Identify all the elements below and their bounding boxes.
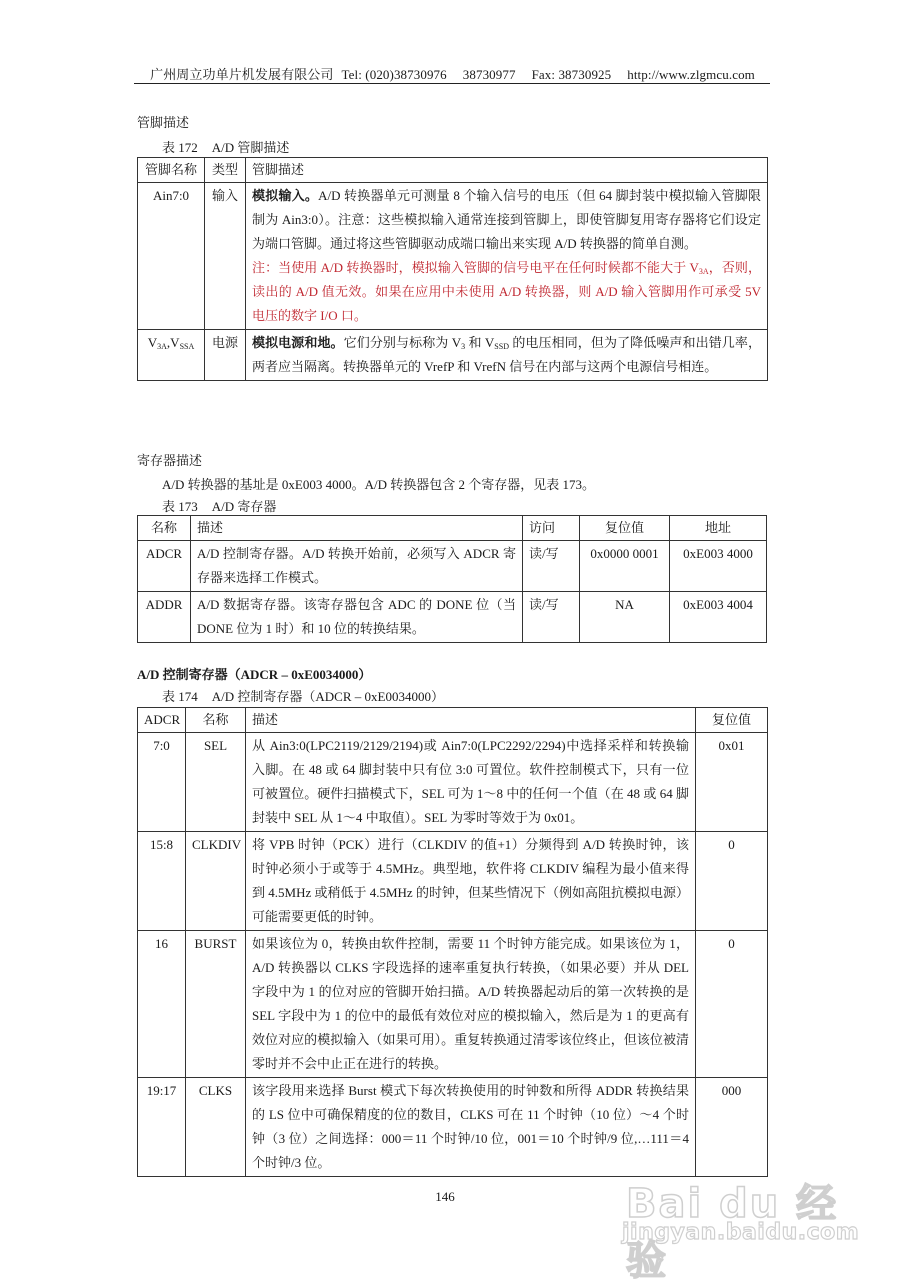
- field-reset-value: 0: [696, 832, 768, 931]
- field-reset-value: 0: [696, 931, 768, 1078]
- register-reset-value: 0x0000 0001: [580, 541, 670, 592]
- table-header-row: [138, 708, 768, 733]
- tel: Tel: (020)38730976: [341, 67, 447, 82]
- tel-2: 38730977: [462, 67, 516, 82]
- watermark-logo: Bai du 经验: [626, 1181, 839, 1284]
- column-header: 复位值: [696, 708, 768, 733]
- fax: Fax: 38730925: [531, 67, 612, 82]
- column-header: 名称: [186, 708, 246, 733]
- table-row: [138, 733, 768, 832]
- pin-name: $V_{3A},V_{SSA}$: [138, 330, 205, 381]
- register-address: 0xE003 4004: [670, 592, 767, 643]
- table-row: [138, 541, 767, 592]
- register-address: 0xE003 4000: [670, 541, 767, 592]
- column-header: 管脚名称: [138, 158, 205, 183]
- pin-type: 输入: [205, 183, 246, 330]
- column-header: 描述: [246, 708, 696, 733]
- register-description: A/D 数据寄存器。该寄存器包含 ADC 的 DONE 位（当 DONE 位为 1 时）和 10 位的转换结果。: [191, 592, 523, 643]
- table-row: [138, 1078, 768, 1177]
- column-header: 复位值: [580, 516, 670, 541]
- pin-description: 模拟电源和地。它们分别与标称为 $V_3$ 和 $V_{SSD}$ 的电压相同，但为了降低噪声和出错几率，两者应当隔离。转换器单元的 VrefP 和 VrefN 信号在内部与这两个电源信号相连。: [246, 330, 768, 381]
- bit-range: 19:17: [138, 1078, 186, 1177]
- table-row: [138, 330, 768, 381]
- field-name: CLKS: [186, 1078, 246, 1177]
- field-name: SEL: [186, 733, 246, 832]
- register-reset-value: NA: [580, 592, 670, 643]
- header-divider: [134, 83, 770, 84]
- website-url[interactable]: http://www.zlgmcu.com: [627, 67, 755, 82]
- column-header: 访问: [523, 516, 580, 541]
- register-name: ADCR: [138, 541, 191, 592]
- register-access: 读/写: [523, 541, 580, 592]
- bit-range: 15:8: [138, 832, 186, 931]
- table-172-caption: [162, 137, 289, 156]
- field-description: 该字段用来选择 Burst 模式下每次转换使用的时钟数和所得 ADDR 转换结果的 LS 位中可确保精度的位的数目，CLKS 可在 11 个时钟（10 位）～4 个时钟（3 位）之间选择：000＝11 个时钟/10 位，001＝10 个时钟/9 位,…111＝4 个时钟/3 位。: [246, 1078, 696, 1177]
- register-description: A/D 控制寄存器。A/D 转换开始前，必须写入 ADCR 寄存器来选择工作模式。: [191, 541, 523, 592]
- field-description: 将 VPB 时钟（PCK）进行（CLKDIV 的值+1）分频得到 A/D 转换时钟，该时钟必须小于或等于 4.5MHz。典型地，软件将 CLKDIV 编程为最小值来得到 4.5MHz 或稍低于 4.5MHz 的时钟，但某些情况下（例如高阻抗模拟电源）可能需要更低的时钟。: [246, 832, 696, 931]
- column-header: ADCR: [138, 708, 186, 733]
- warning-note: 注：当使用 A/D 转换器时，模拟输入管脚的信号电平在任何时候都不能大于 $V_{3A}$，否则，读出的 A/D 值无效。如果在应用中未使用 A/D 转换器，则 A/D 输入管脚用作可承受 5V 电压的数字 I/O 口。: [252, 260, 761, 323]
- register-intro-paragraph: A/D 转换器的基址是 0xE003 4000。A/D 转换器包含 2 个寄存器，见表 173。: [162, 477, 595, 492]
- table-173-caption: 表 173 A/D 寄存器: [162, 499, 277, 514]
- field-description: 如果该位为 0，转换由软件控制，需要 11 个时钟方能完成。如果该位为 1，A/D 转换器以 CLKS 字段选择的速率重复执行转换，（如果必要）并从 DEL 字段中为 1 的位对应的管脚开始扫描。A/D 转换器起动后的第一次转换的是 SEL 字段中为 1 的位中的最低有效位对应的模拟输入，然后是为 1 的更高有效位对应的模拟输入（如果可用）。重复转换通过清零该位终止，但该位被清零时并不会中止正在进行的转换。: [246, 931, 696, 1078]
- watermark-url: jingyan.baidu.com: [622, 1220, 860, 1245]
- baidu-watermark: [620, 1168, 860, 1284]
- field-name: BURST: [186, 931, 246, 1078]
- bit-range: 7:0: [138, 733, 186, 832]
- register-table: [137, 515, 767, 643]
- pin-description-table: [137, 157, 768, 381]
- pin-name: Ain7:0: [138, 183, 205, 330]
- column-header: 地址: [670, 516, 767, 541]
- column-header: 名称: [138, 516, 191, 541]
- table-174-caption: 表 174 A/D 控制寄存器（ADCR – 0xE0034000）: [162, 689, 444, 704]
- section-title-adcr: A/D 控制寄存器（ADCR – 0xE0034000）: [137, 667, 372, 682]
- adcr-bit-table: [137, 707, 768, 1177]
- caption-number: 表 172: [162, 140, 198, 155]
- table-row: [138, 183, 768, 330]
- section-title-pins: 管脚描述: [137, 115, 190, 130]
- register-name: ADDR: [138, 592, 191, 643]
- table-row: [138, 931, 768, 1078]
- table-header-row: [138, 158, 768, 183]
- pin-description: [246, 183, 768, 330]
- desc-body: A/D 转换器单元可测量 8 个输入信号的电压（但 64 脚封装中模拟输入管脚限制为 Ain3:0）。注意：这些模拟输入通常连接到管脚上，即使管脚复用寄存器将它们设定为端口管脚。通过将这些管脚驱动成端口输出来实现 A/D 转换器的简单自测。: [252, 188, 761, 251]
- table-row: [138, 592, 767, 643]
- table-row: [138, 832, 768, 931]
- field-reset-value: 0x01: [696, 733, 768, 832]
- field-description: 从 Ain3:0(LPC2119/2129/2194)或 Ain7:0(LPC2292/2294)中选择采样和转换输入脚。在 48 或 64 脚封装中只有位 3:0 可置位。软件控制模式下，只有一位可被置位。硬件扫描模式下，SEL 可为 1～8 中的任何一个值（在 48 或 64 脚封装中 SEL 从 1～4 中取值）。SEL 为零时等效于为 0x01。: [246, 733, 696, 832]
- register-access: 读/写: [523, 592, 580, 643]
- desc-lead: 模拟输入。: [252, 188, 319, 203]
- table-header-row: [138, 516, 767, 541]
- section-title-registers: 寄存器描述: [137, 453, 203, 468]
- field-reset-value: 000: [696, 1078, 768, 1177]
- pin-type: 电源: [205, 330, 246, 381]
- column-header: 类型: [205, 158, 246, 183]
- page-number: 146: [435, 1189, 455, 1204]
- caption-text: A/D 管脚描述: [211, 140, 290, 155]
- company-name: 广州周立功单片机发展有限公司: [150, 67, 334, 82]
- page-header: [135, 64, 770, 84]
- field-name: CLKDIV: [186, 832, 246, 931]
- bit-range: 16: [138, 931, 186, 1078]
- column-header: 管脚描述: [246, 158, 768, 183]
- column-header: 描述: [191, 516, 523, 541]
